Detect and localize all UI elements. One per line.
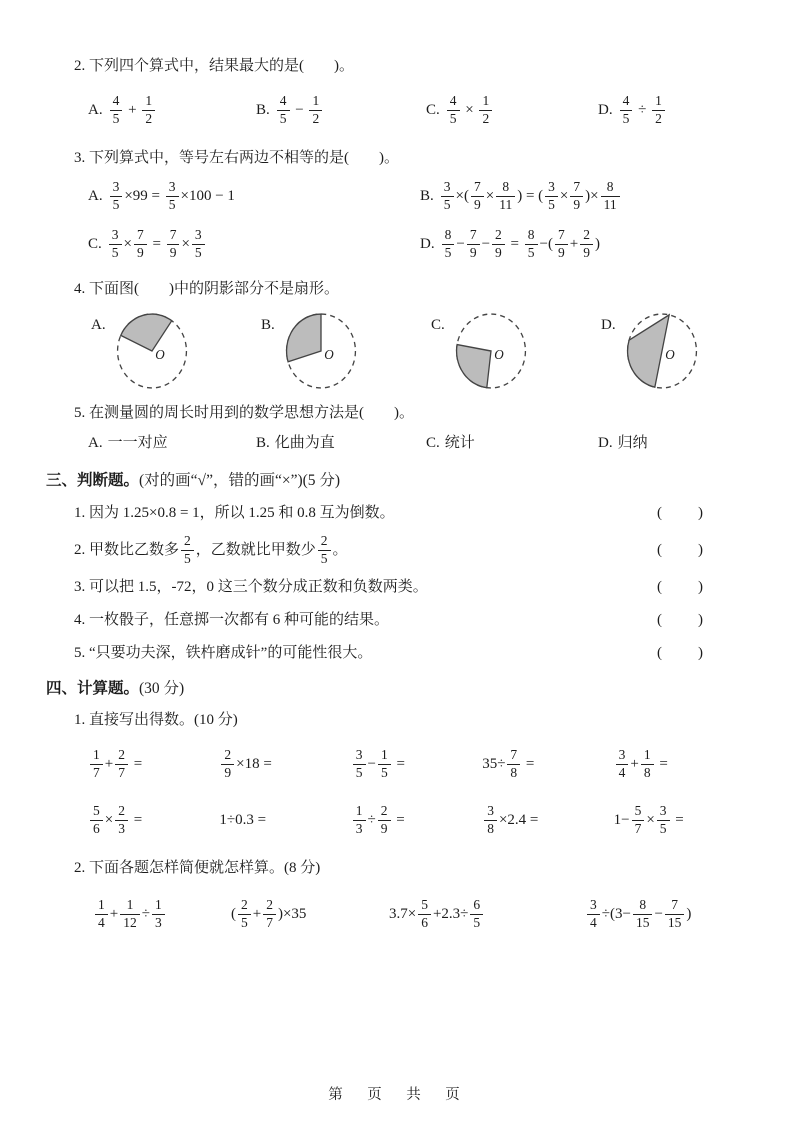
question-3-options-row1 (88, 173, 745, 221)
expr-text: = (671, 812, 684, 829)
q3-option-c (88, 221, 420, 269)
simplify-calc-heading: 2. 下面各题怎样简便就怎样算。(8 分) (74, 860, 321, 877)
fraction: $\frac{1}{12}$ (120, 898, 140, 930)
circle-sector-diagram-c (450, 307, 532, 395)
fraction: $\frac{3}{5}$ (192, 228, 205, 260)
calc-cell (351, 804, 482, 836)
option-label: B. (256, 102, 270, 119)
expr-text: 1. 因为 1.25×0.8 = 1，所以 1.25 和 0.8 互为倒数。 (74, 504, 395, 521)
expr-text: − (654, 906, 663, 923)
fraction: $\frac{7}{8}$ (507, 748, 520, 780)
calc-cell (219, 810, 350, 830)
expr-text: − (291, 102, 308, 119)
page-footer: 第 页 共 页 (328, 1087, 465, 1104)
expr-text: + (569, 236, 579, 253)
expr-text: ，乙数就比甲数少 (195, 541, 316, 558)
circle-sector-diagram-b (280, 307, 362, 395)
expr-text: ÷ (141, 906, 150, 923)
judge-item-5 (74, 641, 745, 665)
expr-text: ×18 = (236, 756, 272, 773)
expr-text: 1− (613, 812, 630, 829)
fraction: $\frac{1}{2}$ (309, 94, 322, 126)
answer-bracket: ( ) (657, 541, 705, 558)
option-label: C. (88, 236, 102, 253)
circle-segment-diagram-d (621, 307, 703, 395)
answer-bracket: ( ) (657, 644, 705, 661)
fraction: $\frac{2}{7}$ (263, 898, 276, 930)
expr-text: + (109, 906, 119, 923)
expr-text: − (481, 236, 491, 253)
answer-bracket: ( ) (657, 504, 705, 521)
fraction: $\frac{5}{6}$ (90, 804, 103, 836)
answer-bracket: ( ) (657, 611, 705, 628)
q5-option-a (88, 433, 256, 453)
expr-text: × (646, 812, 655, 829)
fraction: $\frac{8}{11}$ (496, 180, 515, 212)
question-4-stem: 4. 下面图( )中的阴影部分不是扇形。 (74, 280, 339, 297)
fraction: $\frac{2}{9}$ (378, 804, 391, 836)
expr-text: − (456, 236, 465, 253)
expr-text: × (104, 812, 114, 829)
fraction: $\frac{4}{5}$ (620, 94, 633, 126)
expr-text: ) (686, 906, 692, 923)
expr-text: 35÷ (482, 756, 506, 773)
figure-option-b (261, 307, 431, 395)
figure-option-a (91, 307, 261, 395)
question-2-stem: 2. 下列四个算式中，结果最大的是( )。 (74, 58, 354, 74)
option-expression (439, 180, 622, 212)
option-label: C. (426, 102, 440, 119)
expr-text: ×100 − 1 (180, 188, 235, 205)
option-expression (445, 94, 494, 126)
expr-text: 2. 甲数比乙数多 (74, 541, 180, 558)
fraction: $\frac{2}{3}$ (115, 804, 128, 836)
option-expression (107, 228, 207, 260)
direct-calc-row-1 (88, 742, 745, 786)
direct-calc-heading: 1. 直接写出得数。(10 分) (74, 712, 238, 728)
question-3-stem: 3. 下列算式中，等号左右两边不相等的是( )。 (74, 150, 399, 167)
fraction: $\frac{2}{7}$ (115, 748, 128, 780)
answer-bracket: ( ) (657, 578, 705, 595)
question-3-options-row2 (88, 221, 745, 269)
option-label: A. (88, 188, 103, 205)
calc-cell (351, 748, 482, 780)
fraction: $\frac{3}{5}$ (110, 180, 123, 212)
figure-option-c (431, 307, 601, 395)
calc-section-header (46, 679, 745, 700)
figure-label: C. (431, 316, 445, 333)
fraction: $\frac{8}{11}$ (601, 180, 620, 212)
fraction: $\frac{2}{9}$ (580, 228, 593, 260)
expr-text: 1÷0.3 = (219, 812, 267, 829)
option-label: D. (420, 236, 435, 253)
q3-option-d (420, 221, 745, 269)
expr-text: 4. 一枚骰子，任意掷一次都有 6 种可能的结果。 (74, 611, 390, 628)
svg-text:O: O (154, 346, 165, 362)
calc-cell (614, 804, 745, 836)
expr-text: × (181, 236, 190, 253)
option-expression (108, 180, 235, 212)
expr-text: 。 (332, 541, 348, 558)
expr-text: + (104, 756, 114, 773)
expr-text: ( (231, 906, 236, 923)
expr-text: = (392, 756, 405, 773)
judge-item-text (74, 610, 389, 630)
expr-text: = (148, 236, 165, 253)
fraction: $\frac{2}{9}$ (221, 748, 234, 780)
fraction: $\frac{3}{4}$ (587, 898, 600, 930)
fraction: $\frac{7}{9}$ (167, 228, 180, 260)
circle-sector-diagram-a (111, 307, 193, 395)
judge-section-note: (对的画“√”，错的画“×”)(5 分) (139, 472, 341, 489)
expr-text: +2.3÷ (432, 906, 469, 923)
fraction: $\frac{4}{5}$ (277, 94, 290, 126)
option-label: A. (88, 102, 103, 119)
fraction: $\frac{4}{5}$ (447, 94, 460, 126)
option-label: D. (598, 434, 613, 451)
expr-text: = (392, 812, 405, 829)
svg-text:O: O (324, 346, 334, 362)
expr-text: × (123, 236, 132, 253)
question-5-options (88, 431, 745, 455)
q3-option-b (420, 173, 745, 221)
expr-text: )×35 (277, 906, 307, 923)
expr-text: × (461, 102, 478, 119)
expr-text: ÷(3− (601, 906, 631, 923)
expr-text: ÷ (367, 812, 376, 829)
judge-item-text (74, 503, 395, 523)
expr-text: 3.7× (389, 906, 417, 923)
fraction: $\frac{2}{5}$ (238, 898, 251, 930)
fraction: $\frac{1}{4}$ (95, 898, 108, 930)
fraction: $\frac{2}{5}$ (181, 534, 194, 566)
expr-text: = (655, 756, 668, 773)
fraction: $\frac{1}{8}$ (641, 748, 654, 780)
fraction: $\frac{7}{9}$ (570, 180, 583, 212)
option-expression (440, 228, 600, 260)
fraction: $\frac{8}{5}$ (525, 228, 538, 260)
direct-calc-row-2 (88, 798, 745, 842)
expr-text: × (559, 188, 569, 205)
judge-item-text (74, 577, 428, 597)
fraction: $\frac{1}{3}$ (353, 804, 366, 836)
judge-section-header (46, 471, 745, 492)
expr-text: −( (539, 236, 553, 253)
problem-cell (389, 898, 585, 930)
option-expression (618, 94, 667, 126)
q2-option-d (598, 94, 745, 126)
option-label: B. (420, 188, 434, 205)
figure-label: A. (91, 316, 106, 333)
option-label: C. (426, 434, 440, 451)
calc-cell (614, 748, 745, 780)
expr-text: ) (594, 236, 600, 253)
fraction: $\frac{6}{5}$ (470, 898, 483, 930)
judge-item-3 (74, 575, 745, 599)
calc-cell (482, 748, 613, 780)
fraction: $\frac{7}{9}$ (471, 180, 484, 212)
fraction: $\frac{8}{15}$ (633, 898, 653, 930)
svg-text:O: O (494, 346, 504, 362)
option-text: 一一对应 (107, 434, 168, 451)
fraction: $\frac{5}{6}$ (418, 898, 431, 930)
q2-option-c (426, 94, 598, 126)
judge-item-text (74, 643, 372, 663)
expr-text: )× (585, 188, 599, 205)
problem-cell (231, 898, 389, 930)
expr-text: ×( (455, 188, 469, 205)
expr-text: 3. 可以把 1.5，-72，0 这三个数分成正数和负数两类。 (74, 578, 428, 595)
expr-text: = (522, 756, 535, 773)
calc-cell (88, 804, 219, 836)
fraction: $\frac{3}{4}$ (616, 748, 629, 780)
fraction: $\frac{8}{5}$ (442, 228, 455, 260)
option-label: D. (598, 102, 613, 119)
q2-option-b (256, 94, 426, 126)
calc-cell (482, 804, 613, 836)
question-4-figures (91, 307, 745, 395)
option-label: A. (88, 434, 103, 451)
problem-cell (93, 898, 231, 930)
q5-option-b (256, 433, 426, 453)
judge-item-4 (74, 608, 745, 632)
expr-text: 5. “只要功夫深，铁杵磨成针”的可能性很大。 (74, 644, 373, 661)
fraction: $\frac{5}{7}$ (632, 804, 645, 836)
expr-text: ÷ (634, 102, 651, 119)
option-text: 化曲为直 (274, 434, 335, 451)
simplify-problems-row (93, 891, 745, 939)
fraction: $\frac{7}{9}$ (555, 228, 568, 260)
judge-item-1 (74, 501, 745, 525)
fraction: $\frac{2}{5}$ (318, 534, 331, 566)
option-text: 统计 (444, 434, 475, 451)
judge-item-text (74, 534, 348, 566)
svg-text:O: O (664, 346, 675, 362)
calc-section-note: (30 分) (139, 680, 185, 698)
calc-cell (219, 748, 350, 780)
option-label: B. (256, 434, 270, 451)
expr-text: − (367, 756, 377, 773)
question-2-options (88, 88, 745, 132)
fraction: $\frac{1}{2}$ (142, 94, 155, 126)
judge-item-2 (74, 534, 745, 566)
expr-text: = (506, 236, 523, 253)
fraction: $\frac{1}{2}$ (652, 94, 665, 126)
calc-section-title: 四、计算题。 (46, 680, 140, 698)
fraction: $\frac{1}{5}$ (378, 748, 391, 780)
expr-text: ×2.4 = (498, 812, 539, 829)
option-text: 归纳 (617, 434, 648, 451)
q3-option-a (88, 173, 420, 221)
expr-text: = (129, 812, 143, 829)
fraction: $\frac{3}{5}$ (545, 180, 558, 212)
fraction: $\frac{1}{7}$ (90, 748, 103, 780)
fraction: $\frac{2}{9}$ (492, 228, 505, 260)
question-5-stem: 5. 在测量圆的周长时用到的数学思想方法是( )。 (74, 404, 414, 421)
q2-option-a (88, 94, 256, 126)
figure-label: D. (601, 316, 616, 333)
fraction: $\frac{3}{8}$ (484, 804, 497, 836)
fraction: $\frac{3}{5}$ (353, 748, 366, 780)
fraction: $\frac{3}{5}$ (166, 180, 179, 212)
fraction: $\frac{3}{5}$ (441, 180, 454, 212)
fraction: $\frac{7}{9}$ (467, 228, 480, 260)
option-expression (108, 94, 157, 126)
fraction: $\frac{7}{9}$ (134, 228, 147, 260)
q5-option-c (426, 433, 598, 453)
fraction: $\frac{3}{5}$ (657, 804, 670, 836)
figure-label: B. (261, 316, 275, 333)
fraction: $\frac{3}{5}$ (109, 228, 122, 260)
expr-text: ×99 = (124, 188, 164, 205)
expr-text: + (124, 102, 141, 119)
expr-text: = (129, 756, 143, 773)
fraction: $\frac{1}{3}$ (152, 898, 165, 930)
fraction: $\frac{4}{5}$ (110, 94, 123, 126)
fraction: $\frac{1}{2}$ (479, 94, 492, 126)
q5-option-d (598, 433, 745, 453)
judge-section-title: 三、判断题。 (46, 472, 140, 489)
expr-text: ) = ( (517, 188, 544, 205)
fraction: $\frac{7}{15}$ (665, 898, 685, 930)
expr-text: × (485, 188, 495, 205)
problem-cell (585, 898, 745, 930)
option-expression (275, 94, 324, 126)
expr-text: + (630, 756, 639, 773)
figure-option-d (601, 307, 745, 395)
expr-text: + (252, 906, 262, 923)
calc-cell (88, 748, 219, 780)
